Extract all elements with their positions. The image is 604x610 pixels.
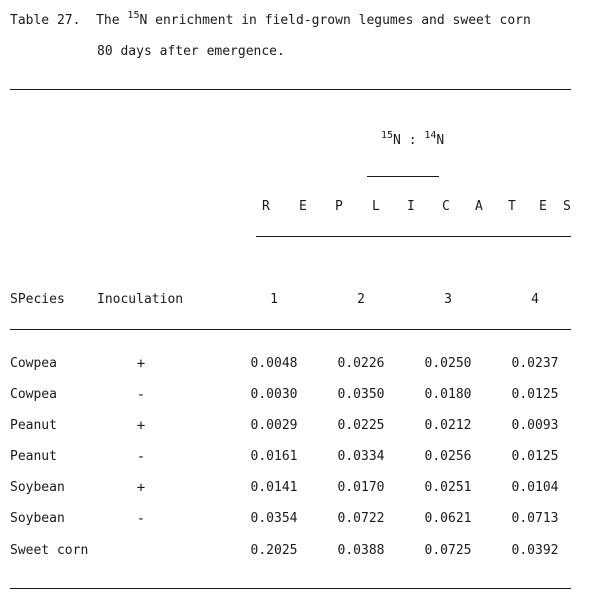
table-caption — [10, 10, 531, 28]
inoculation-cell: - — [136, 511, 146, 527]
header-species: SPecies — [10, 292, 65, 307]
species-cell: Cowpea — [10, 387, 57, 402]
value-cell: 0.0350 — [337, 387, 385, 402]
replicates-letter: T — [508, 199, 516, 214]
value-cell: 0.0250 — [424, 356, 472, 371]
species-cell: Soybean — [10, 511, 65, 526]
header-replicate-3: 3 — [444, 292, 452, 307]
table-label: Table 27. — [10, 13, 81, 28]
species-cell: Sweet corn — [10, 543, 89, 558]
caption-isotope-mass: 15 — [127, 10, 140, 21]
value-cell: 0.0392 — [511, 543, 559, 558]
header-rule — [10, 329, 571, 330]
value-cell: 0.0226 — [337, 356, 385, 371]
value-cell: 0.0225 — [337, 418, 385, 433]
value-cell: 0.0725 — [424, 543, 472, 558]
replicates-letter: R — [262, 199, 270, 214]
replicates-letter: S — [563, 199, 571, 214]
inoculation-cell: - — [136, 449, 146, 465]
value-cell: 0.0256 — [424, 449, 472, 464]
species-cell: Peanut — [10, 418, 57, 433]
inoculation-cell: + — [136, 480, 146, 496]
inoculation-cell: + — [136, 418, 146, 434]
caption-text-before: The — [96, 13, 120, 28]
replicates-letter: E — [299, 199, 307, 214]
replicates-letter: E — [539, 199, 547, 214]
value-cell: 0.0104 — [511, 480, 559, 495]
species-cell: Cowpea — [10, 356, 57, 371]
species-cell: Peanut — [10, 449, 57, 464]
ratio-separator: : — [408, 133, 417, 148]
value-cell: 0.0621 — [424, 511, 472, 526]
value-cell: 0.0354 — [250, 511, 298, 526]
replicates-letter: C — [442, 199, 450, 214]
value-cell: 0.0161 — [250, 449, 298, 464]
table-row — [0, 356, 604, 374]
replicates-underline — [256, 236, 571, 237]
value-cell: 0.0388 — [337, 543, 385, 558]
replicates-letter: L — [372, 199, 380, 214]
replicates-letter: I — [407, 199, 415, 214]
value-cell: 0.0093 — [511, 418, 559, 433]
ratio-den-mass: 14 — [424, 130, 437, 141]
species-cell: Soybean — [10, 480, 65, 495]
caption-isotope-element: N — [139, 13, 148, 28]
header-replicate-4: 4 — [531, 292, 539, 307]
value-cell: 0.0048 — [250, 356, 298, 371]
value-cell: 0.0029 — [250, 418, 298, 433]
table-caption-line2: 80 days after emergence. — [97, 44, 285, 59]
replicates-label — [262, 199, 582, 217]
ratio-header — [381, 130, 445, 148]
table-row — [0, 511, 604, 529]
ratio-num-elem: N — [393, 133, 401, 148]
table-row — [0, 387, 604, 405]
table-row — [0, 543, 604, 561]
ratio-den-elem: N — [436, 133, 445, 148]
value-cell: 0.0141 — [250, 480, 298, 495]
table-row — [0, 449, 604, 467]
value-cell: 0.0212 — [424, 418, 472, 433]
table-row — [0, 480, 604, 498]
header-replicate-1: 1 — [270, 292, 278, 307]
header-replicate-2: 2 — [357, 292, 365, 307]
top-rule — [10, 89, 571, 90]
table-row — [0, 418, 604, 436]
header-inoculation: Inoculation — [97, 292, 184, 307]
ratio-underline — [367, 176, 439, 177]
value-cell: 0.0237 — [511, 356, 559, 371]
replicates-letter: A — [475, 199, 483, 214]
value-cell: 0.0170 — [337, 480, 385, 495]
inoculation-cell: - — [136, 387, 146, 403]
value-cell: 0.0125 — [511, 387, 559, 402]
value-cell: 0.0251 — [424, 480, 472, 495]
inoculation-cell: + — [136, 356, 146, 372]
caption-text-after: enrichment in field-grown legumes and sweet corn — [155, 13, 531, 28]
value-cell: 0.0180 — [424, 387, 472, 402]
value-cell: 0.0125 — [511, 449, 559, 464]
value-cell: 0.0713 — [511, 511, 559, 526]
value-cell: 0.0722 — [337, 511, 385, 526]
value-cell: 0.2025 — [250, 543, 298, 558]
bottom-rule — [10, 588, 571, 589]
value-cell: 0.0030 — [250, 387, 298, 402]
value-cell: 0.0334 — [337, 449, 385, 464]
ratio-num-mass: 15 — [381, 130, 394, 141]
replicates-letter: P — [335, 199, 343, 214]
